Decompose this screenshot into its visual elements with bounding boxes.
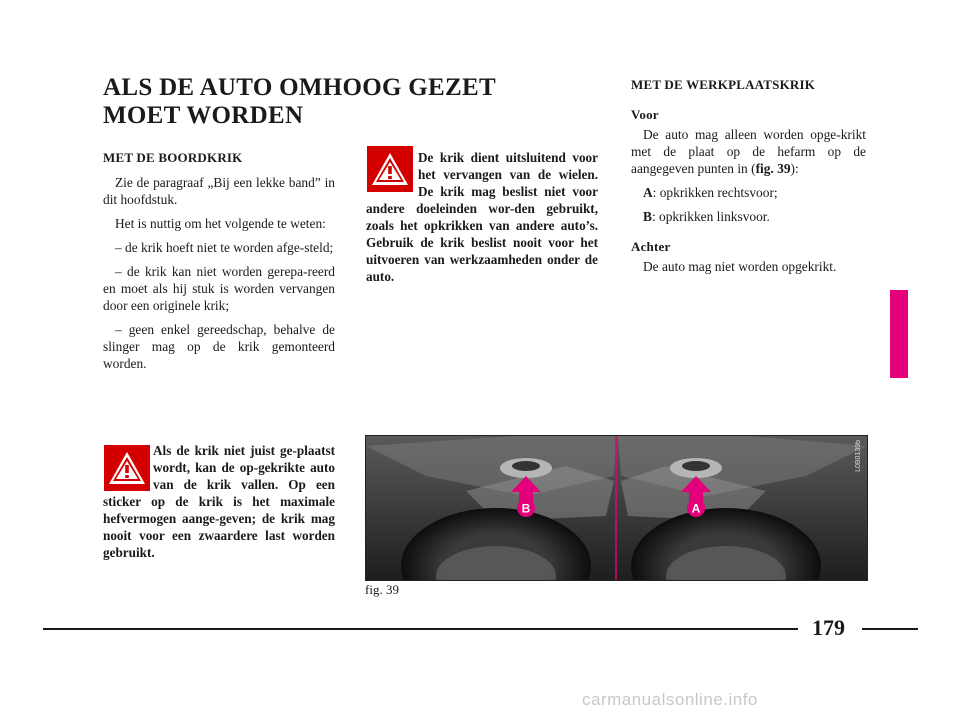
footer-rule-right — [862, 628, 918, 630]
section-heading-werkplaatskrik: MET DE WERKPLAATSKRIK — [631, 77, 816, 92]
footer-rule-left — [43, 628, 798, 630]
item-text: : opkrikken rechtsvoor; — [652, 185, 778, 200]
page-title — [103, 74, 523, 130]
item-key: B — [643, 209, 652, 224]
figure-reference: fig. 39 — [755, 161, 791, 176]
jack-point-label-a: A — [691, 501, 701, 516]
title-line-2: MOET WORDEN — [103, 102, 304, 129]
jacking-points-illustration — [366, 436, 867, 580]
left-column — [103, 150, 335, 379]
figure-caption: fig. 39 — [365, 582, 399, 597]
paragraph: Het is nuttig om het volgende te weten: — [115, 216, 326, 231]
voor-text-end: ): — [790, 161, 799, 176]
item-key: A — [643, 185, 653, 200]
paragraph-achter: De auto mag niet worden opgekrikt. — [643, 259, 837, 274]
paragraph-voor — [631, 126, 866, 177]
figure-39 — [365, 435, 868, 581]
list-item-a — [631, 184, 866, 201]
voor-text: De auto mag alleen worden opge-krikt met de plaat op de hefarm op de aangegeven punten in ( — [631, 127, 866, 176]
paragraph: – de krik kan niet worden gerepa-reerd en moet als hij stuk is worden vervangen door een originele krik; — [103, 264, 335, 313]
warning-text: Als de krik niet juist ge-plaatst wordt, kan de op-gekrikte auto van de krik vallen. Op een sticker op de krik is het maximale hefvermogen aange-geven; de krik mag nooit voor een zwaardere last worden gebruikt. — [103, 443, 335, 560]
figure-code: L0B0139b — [855, 440, 862, 472]
jack-point-label-b: B — [521, 501, 531, 516]
watermark: carmanualsonline.info — [582, 690, 758, 709]
paragraph: Zie de paragraaf „Bij een lekke band” in dit hoofdstuk. — [103, 175, 335, 207]
paragraph: – geen enkel gereedschap, behalve de slinger mag op de krik gemonteerd worden. — [103, 322, 335, 371]
warning-text-left — [103, 442, 335, 561]
warning-text: De krik dient uitsluitend voor het vervangen van de wielen. De krik mag beslist niet voor andere doeleinden wor-den gebruikt, zoals het opkrikken van andere auto’s. Gebruik de krik beslist nooit voor het uitvoeren van werkzaamheden onder de auto. — [366, 150, 598, 284]
right-column — [631, 77, 866, 282]
section-tab — [890, 290, 908, 378]
section-heading-boordkrik: MET DE BOORDKRIK — [103, 150, 243, 165]
paragraph: – de krik hoeft niet te worden afge-steld; — [115, 240, 334, 255]
warning-text-middle — [366, 149, 598, 285]
item-text: : opkrikken linksvoor. — [651, 209, 770, 224]
page-number: 179 — [812, 615, 845, 640]
list-item-b — [631, 208, 866, 225]
title-line-1: ALS DE AUTO OMHOOG GEZET — [103, 74, 496, 101]
subheading-achter: Achter — [631, 239, 671, 254]
subheading-voor: Voor — [631, 107, 659, 122]
